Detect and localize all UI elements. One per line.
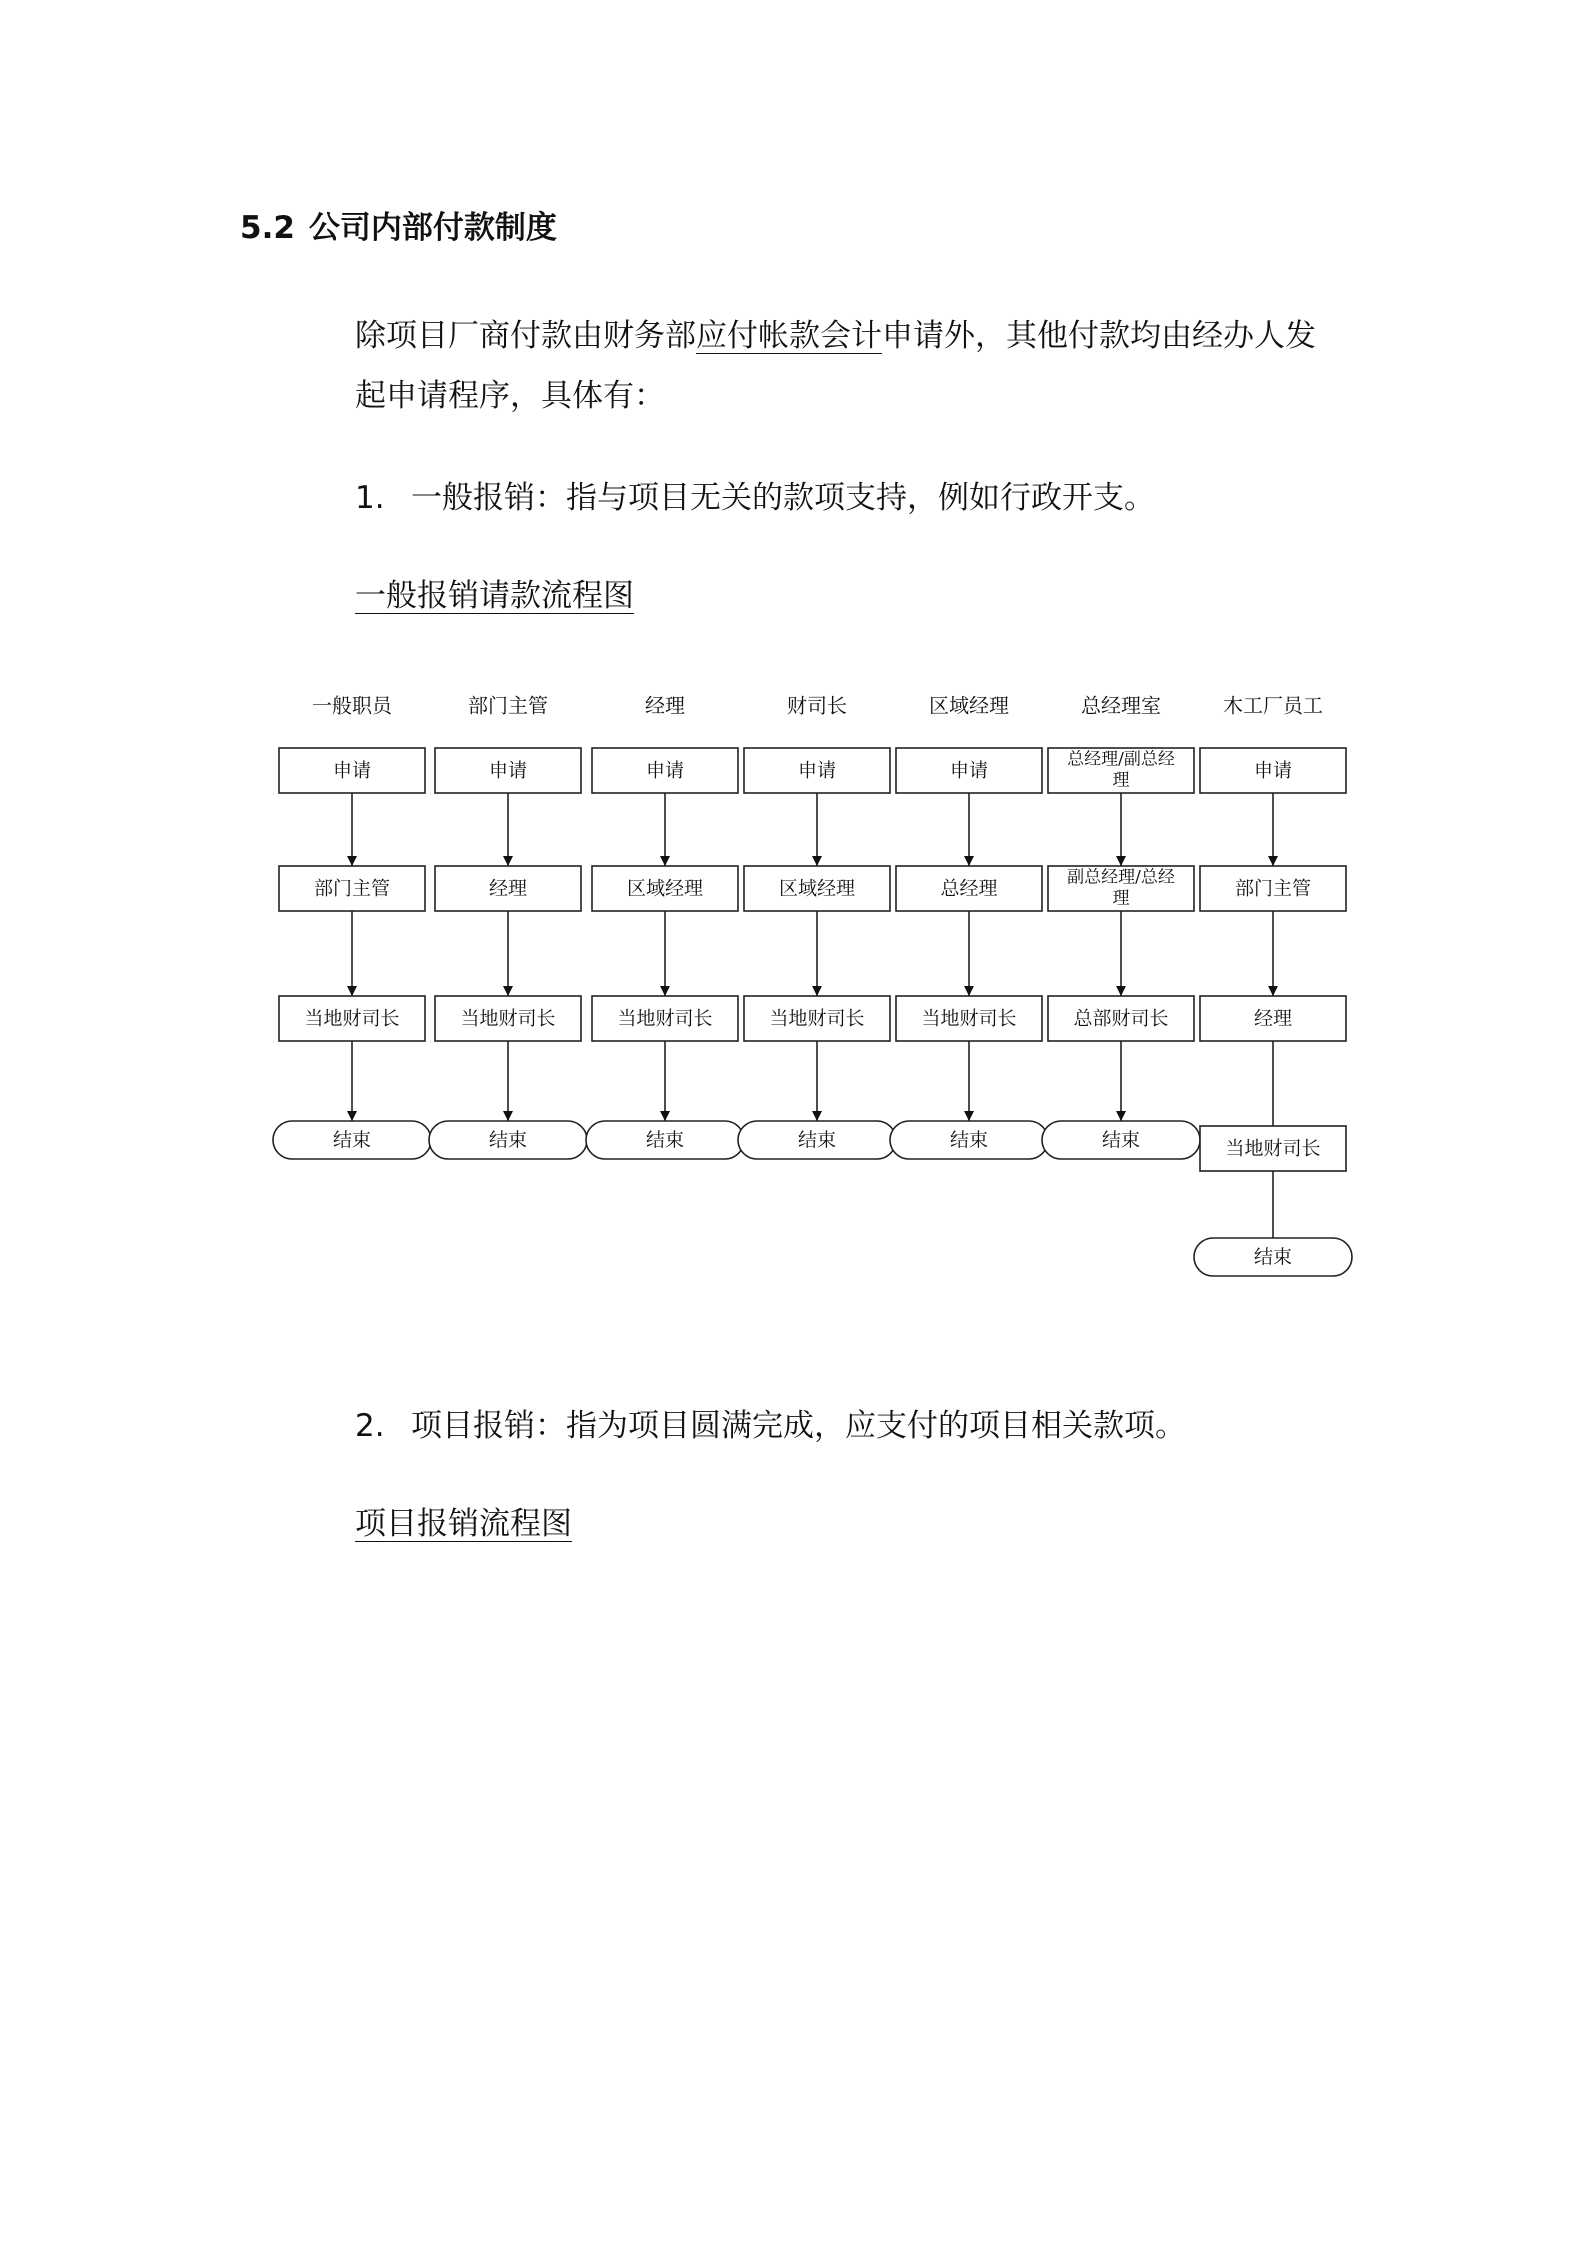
list-item-project-reimbursement: [355, 1398, 1186, 1454]
step-label-c4-s0: 申请: [949, 759, 989, 782]
column-header-0: 一般职员: [312, 693, 392, 718]
column-header-4: 区域经理: [929, 693, 1009, 718]
intro-paragraph-line-2: 起申请程序，具体有：: [355, 378, 665, 414]
step-label-c5-s1-b: 理: [1112, 888, 1130, 909]
step-label-c6-s2: 经理: [1253, 1007, 1293, 1030]
end-label-c4: 结束: [949, 1129, 989, 1151]
project-flow-caption: 项目报销流程图: [355, 1506, 572, 1542]
list-item-number: 2.: [355, 1408, 385, 1444]
step-label-c2-s2: 当地财司长: [617, 1007, 713, 1030]
step-label-c2-s0: 申请: [645, 759, 685, 782]
end-label-c0: 结束: [332, 1129, 372, 1151]
step-label-c5-s0-a: 总经理/副总经: [1067, 749, 1175, 770]
list-item-text: 一般报销：指与项目无关的款项支持，例如行政开支。: [411, 480, 1155, 516]
intro-text-start: 除项目厂商付款由财务部: [355, 318, 696, 354]
end-label-c2: 结束: [645, 1129, 685, 1151]
intro-text-end: 申请外，其他付款均由经办人发: [882, 318, 1316, 354]
step-label-c1-s1: 经理: [488, 877, 528, 900]
end-label-c1: 结束: [488, 1129, 528, 1151]
step-label-c6-s3: 当地财司长: [1225, 1137, 1321, 1160]
step-label-c0-s1: 部门主管: [313, 877, 391, 900]
step-label-c6-s1: 部门主管: [1234, 877, 1312, 900]
end-label-c5: 结束: [1101, 1129, 1141, 1151]
section-title: 公司内部付款制度: [308, 210, 557, 246]
step-label-c3-s0: 申请: [797, 759, 837, 782]
list-item-text: 项目报销：指为项目圆满完成，应支付的项目相关款项。: [411, 1408, 1186, 1444]
step-label-c0-s0: 申请: [332, 759, 372, 782]
intro-underlined-term: 应付帐款会计: [696, 318, 882, 354]
column-header-2: 经理: [645, 693, 685, 718]
step-label-c5-s2: 总部财司长: [1073, 1007, 1169, 1030]
step-label-c1-s2: 当地财司长: [460, 1007, 556, 1030]
column-header-6: 木工厂员工: [1223, 693, 1323, 718]
step-label-c4-s2: 当地财司长: [921, 1007, 1017, 1030]
list-item-number: 1.: [355, 480, 385, 516]
column-header-1: 部门主管: [468, 693, 548, 718]
column-header-3: 财司长: [787, 693, 847, 718]
section-number: 5.2: [240, 210, 295, 246]
end-label-c6: 结束: [1253, 1246, 1293, 1268]
end-label-c3: 结束: [797, 1129, 837, 1151]
step-label-c0-s2: 当地财司长: [304, 1007, 400, 1030]
step-label-c4-s1: 总经理: [940, 877, 998, 900]
step-label-c5-s1-a: 副总经理/总经: [1067, 867, 1175, 888]
general-flow-caption: 一般报销请款流程图: [355, 578, 634, 614]
step-label-c6-s0: 申请: [1253, 759, 1293, 782]
step-label-c1-s0: 申请: [488, 759, 528, 782]
column-header-5: 总经理室: [1081, 693, 1161, 718]
step-label-c3-s1: 区域经理: [778, 877, 856, 900]
step-label-c2-s1: 区域经理: [626, 877, 704, 900]
step-label-c5-s0-b: 理: [1112, 770, 1130, 791]
step-label-c3-s2: 当地财司长: [769, 1007, 865, 1030]
